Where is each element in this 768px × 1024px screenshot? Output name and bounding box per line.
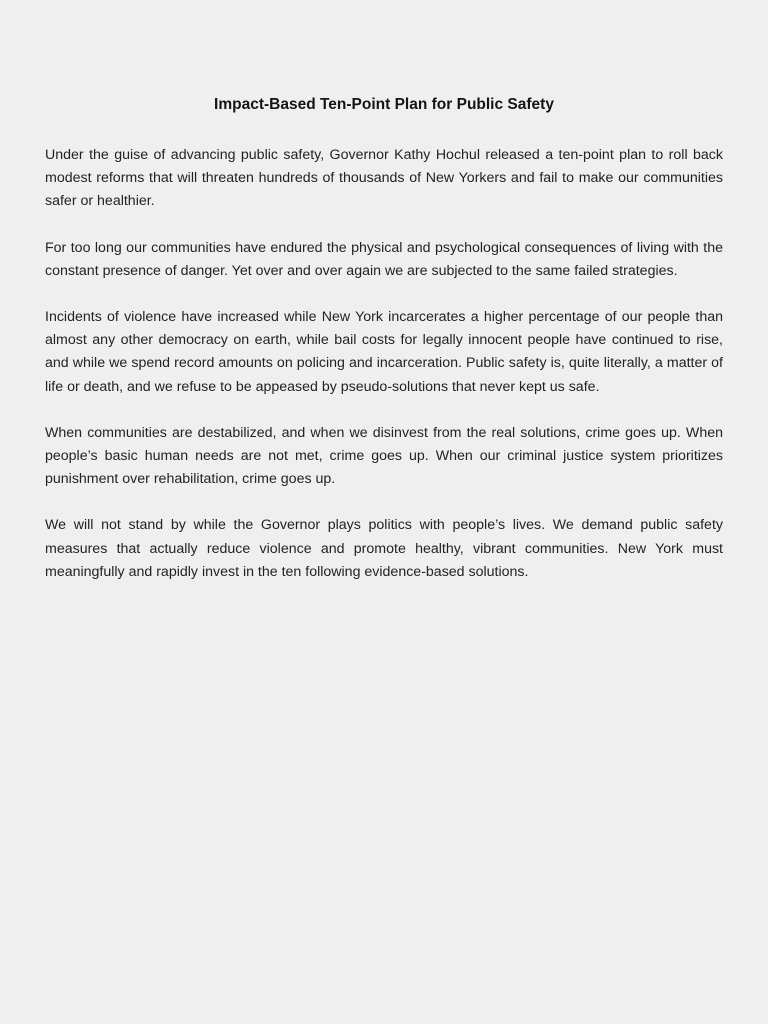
- paragraph-crime: When communities are destabilized, and when we disinvest from the real solutions, crime goes up. When people’s basic human needs are not met, crime goes up. When our criminal justice system prioritizes punishment over rehabilitation, crime goes up.: [45, 424, 723, 488]
- paragraph-demand: We will not stand by while the Governor plays politics with people’s lives. We demand public safety measures that actually reduce violence and promote healthy, vibrant communities. New York must meaningfully and rapidly invest in the ten following evidence-based solutions.: [45, 517, 723, 580]
- paragraph-incarceration: Incidents of violence have increased while New York incarcerates a higher percentage of our people than almost any other democracy on earth, while bail costs for legally innocent people have continued to rise, and while we spend record amounts on policing and incarceration. Public safety is, quite literally, a matter of life or death, and we refuse to be appeased by pseudo-solutions that never kept us safe.: [45, 309, 723, 395]
- paragraph-intro: Under the guise of advancing public safety, Governor Kathy Hochul released a ten-point plan to roll back modest reforms that will threaten hundreds of thousands of New Yorkers and fail to make our communities safer or healthier.: [45, 147, 723, 210]
- paragraph-danger: For too long our communities have endured the physical and psychological consequences of living with the constant presence of danger. Yet over and over again we are subjected to the same failed strategies.: [45, 239, 723, 279]
- document-title: Impact-Based Ten-Point Plan for Public Safety: [214, 96, 554, 113]
